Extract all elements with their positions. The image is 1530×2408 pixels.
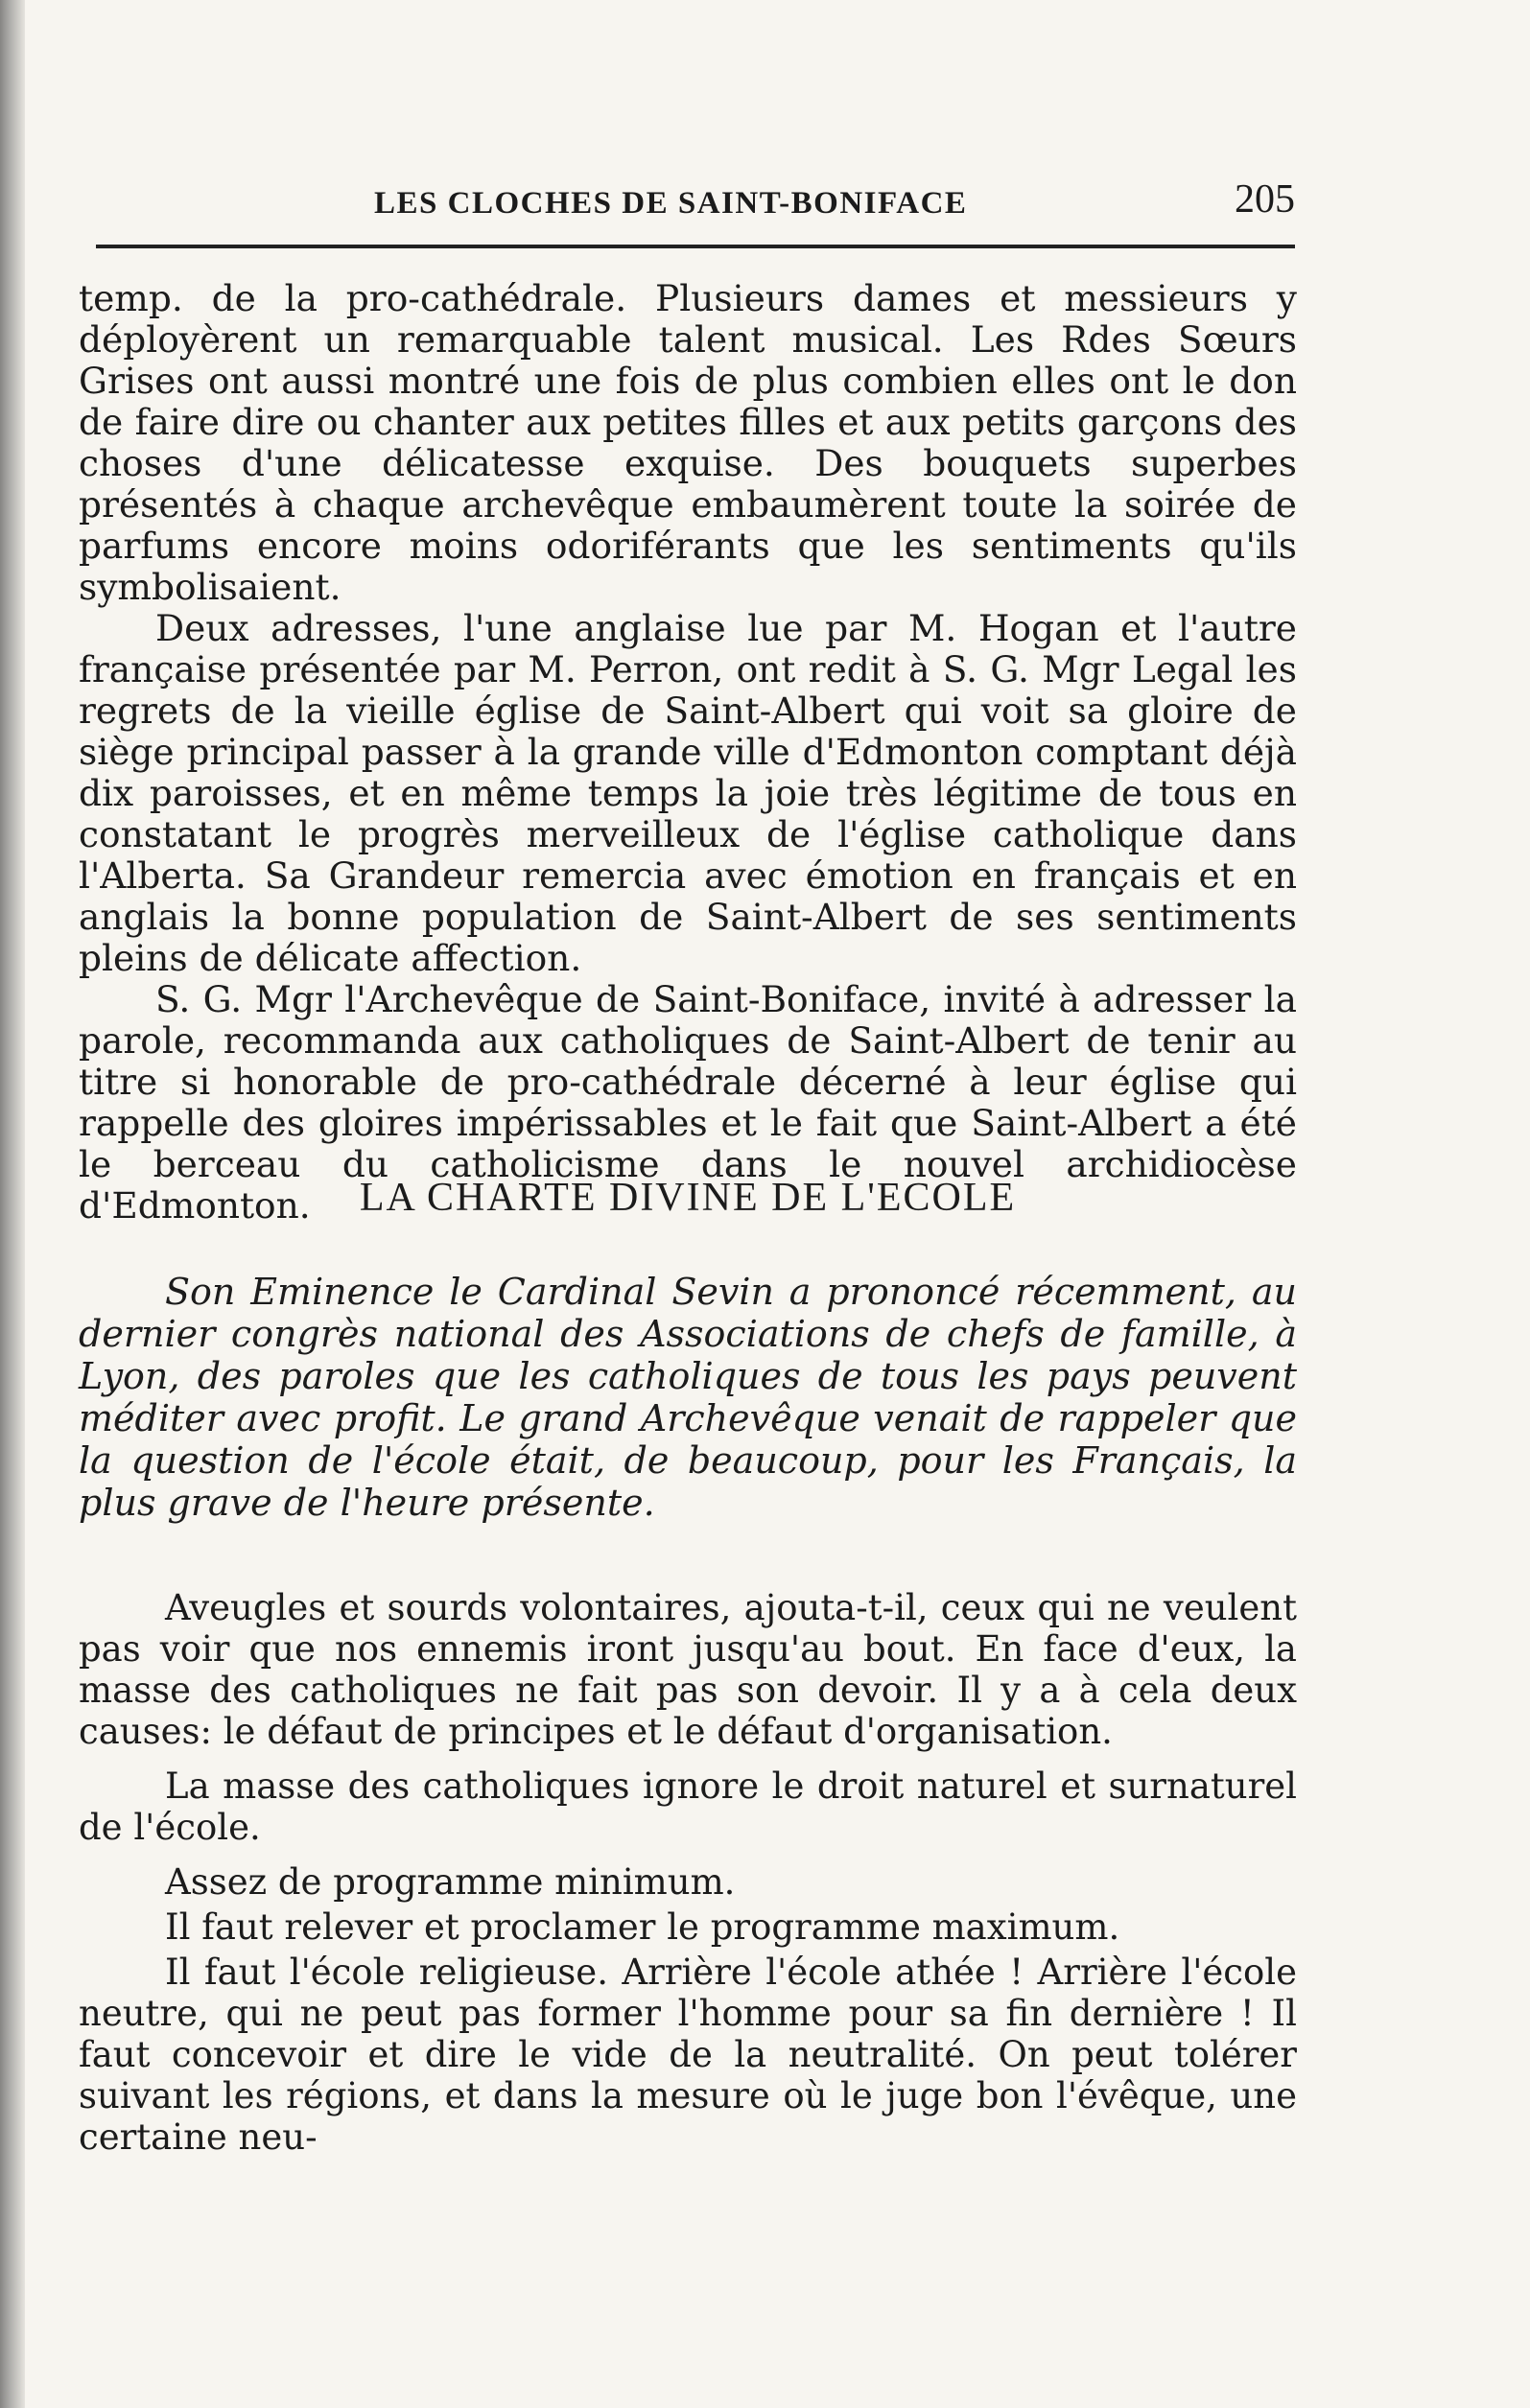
running-head: LES CLOCHES DE SAINT-BONIFACE xyxy=(374,186,968,221)
page-edge-shadow xyxy=(0,0,25,2408)
section-title: LA CHARTE DIVINE DE L'ECOLE xyxy=(359,1176,1017,1220)
section-intro: Son Eminence le Cardinal Sevin a prononcé récemment, au dernier congrès national des Associations de chefs de famille, à Lyon, des paroles que les catholiques de tous les pays peuvent méditer avec profit. Le grand Archevêque venait de rappeler que la question de l'école était, de beaucoup, pour les Français, la plus grave de l'heure présente. xyxy=(79,1271,1297,1524)
quote-paragraph: Aveugles et sourds volontaires, ajouta-t-il, ceux qui ne veulent pas voir que nos ennemis iront jusqu'au bout. En face d'eux, la masse des catholiques ne fait pas son devoir. Il y a à cela deux causes: le défaut de principes et le défaut d'organisation. xyxy=(79,1587,1297,1752)
paragraph: temp. de la pro-cathédrale. Plusieurs dames et messieurs y déployèrent un remarquable talent musical. Les Rdes Sœurs Grises ont aussi montré une fois de plus combien elles ont le don de faire dire ou chanter aux petites filles et aux petits garçons des choses d'une délicatesse exquise. Des bouquets superbes présentés à chaque archevêque embaumèrent toute la soirée de parfums encore moins odoriférants que les sentiments qu'ils symbolisaient. xyxy=(79,277,1297,608)
quoted-speech xyxy=(79,1587,1297,2171)
page-number: 205 xyxy=(1235,177,1295,222)
paragraph: S. G. Mgr l'Archevêque de Saint-Boniface, invité à adresser la parole, recommanda aux catholiques de Saint-Albert de tenir au titre si honorable de pro-cathédrale décerné à leur église qui rappelle des gloires impérissables et le fait que Saint-Albert a été le berceau du catholicisme dans le nouvel archidiocèse d'Edmonton. xyxy=(79,978,1297,1227)
quote-paragraph: Il faut l'école religieuse. Arrière l'école athée ! Arrière l'école neutre, qui ne peut pas former l'homme pour sa fin dernière ! Il faut concevoir et dire le vide de la neutralité. On peut tolérer suivant les régions, et dans la mesure où le juge bon l'évêque, une certaine neu- xyxy=(79,1952,1297,2158)
paragraph: Deux adresses, l'une anglaise lue par M. Hogan et l'autre française présentée par M. Perron, ont redit à S. G. Mgr Legal les regrets de la vieille église de Saint-Albert qui voit sa gloire de siège principal passer à la grande ville d'Edmonton comptant déjà dix paroisses, et en même temps la joie très légitime de tous en constatant le progrès merveilleux de l'église catholique dans l'Alberta. Sa Grandeur remercia avec émotion en français et en anglais la bonne population de Saint-Albert de ses sentiments pleins de délicate affection. xyxy=(79,607,1297,979)
body-text xyxy=(79,278,1297,1227)
page-header xyxy=(96,173,1305,230)
quote-paragraph: La masse des catholiques ignore le droit naturel et surnaturel de l'école. xyxy=(79,1765,1297,1848)
header-rule xyxy=(96,245,1295,248)
quote-paragraph: Il faut relever et proclamer le programme maximum. xyxy=(165,1906,1120,1948)
quote-paragraph: Assez de programme minimum. xyxy=(165,1861,736,1903)
